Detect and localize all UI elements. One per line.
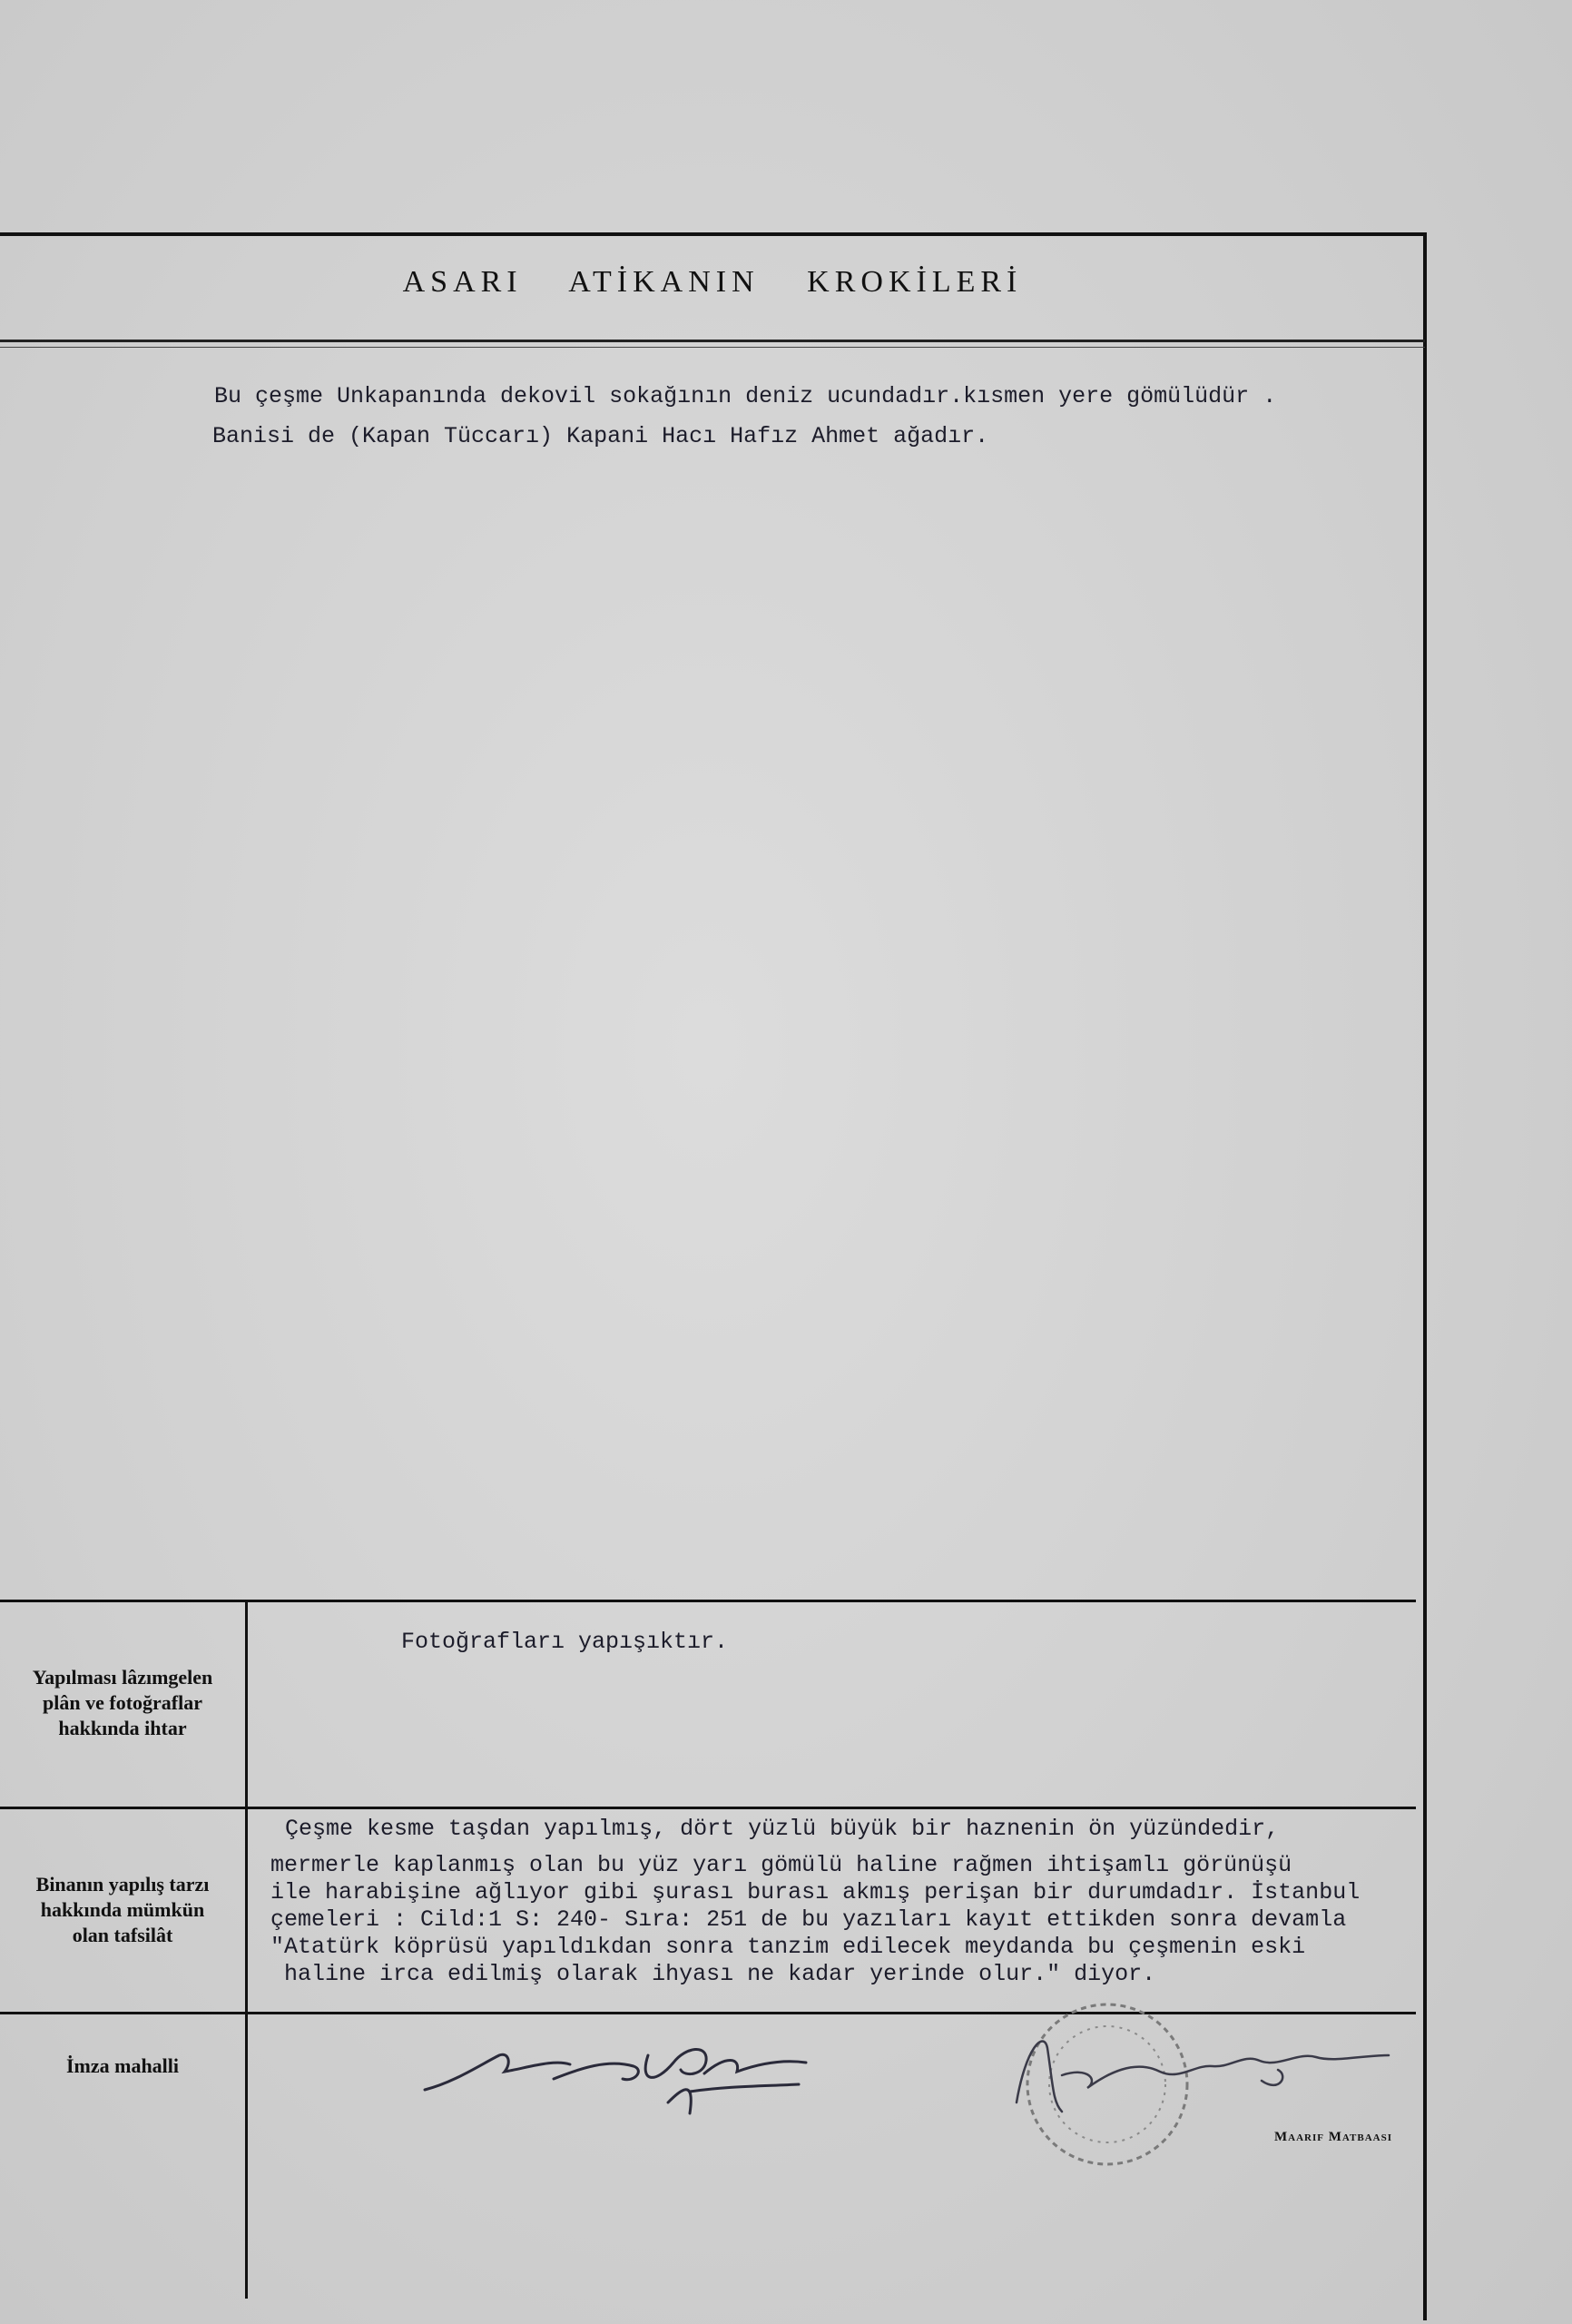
- row-label-line: plân ve fotoğraflar: [43, 1691, 202, 1714]
- row-label-line: Binanın yapılış tarzı: [35, 1873, 210, 1896]
- handwritten-signature-1: [418, 2019, 817, 2119]
- construction-line-5: "Atatürk köprüsü yapıldıkdan sonra tanzim edilecek meydanda bu çeşmenin eski: [270, 1934, 1306, 1960]
- label-column-divider: [245, 1600, 248, 2299]
- row-content-photos: Fotoğrafları yapışıktır.: [401, 1629, 729, 1655]
- row-label-line: İmza mahalli: [65, 2054, 180, 2077]
- row-label-line: Yapılması lâzımgelen: [32, 1666, 213, 1689]
- table-top-line: [0, 1600, 1416, 1602]
- row-label-line: hakkında ihtar: [58, 1717, 187, 1739]
- description-line-2: Banisi de (Kapan Tüccarı) Kapani Hacı Hafız Ahmet ağadır.: [212, 423, 989, 449]
- construction-line-4: çemeleri : Cild:1 S: 240- Sıra: 251 de bu yazıları kayıt ettikden sonra devamla: [270, 1906, 1347, 1933]
- construction-line-2: mermerle kaplanmış olan bu yüz yarı gömülü haline rağmen ihtişamlı görünüşü: [270, 1852, 1292, 1878]
- description-line-1: Bu çeşme Unkapanında dekovil sokağının deniz ucundadır.kısmen yere gömülüdür .: [214, 383, 1277, 409]
- construction-line-3: ile harabişine ağlıyor gibi şurası burası akmış perişan bir durumdadır. İstanbul: [270, 1879, 1361, 1905]
- row-label-signature: [0, 2053, 245, 2079]
- row-label-construction-details: [0, 1872, 245, 1948]
- title-rule: [0, 340, 1425, 342]
- official-stamp-with-signature: [989, 1994, 1425, 2175]
- construction-line-1: Çeşme kesme taşdan yapılmış, dört yüzlü büyük bir haznenin ön yüzündedir,: [285, 1816, 1280, 1842]
- construction-line-6: haline irca edilmiş olarak ihyası ne kadar yerinde olur." diyor.: [270, 1961, 1156, 1987]
- title-rule-thin: [0, 347, 1425, 348]
- frame-top-border: [0, 232, 1427, 236]
- row-label-line: hakkında mümkün: [40, 1898, 205, 1921]
- row-divider-1: [0, 1807, 1416, 1809]
- row-label-line: olan tafsilât: [72, 1924, 173, 1946]
- row-label-plan-photos: [0, 1665, 245, 1741]
- printer-imprint: Maarif Matbaası: [1274, 2130, 1392, 2144]
- form-title: ASARI ATİKANIN KROKİLERİ: [402, 265, 1023, 299]
